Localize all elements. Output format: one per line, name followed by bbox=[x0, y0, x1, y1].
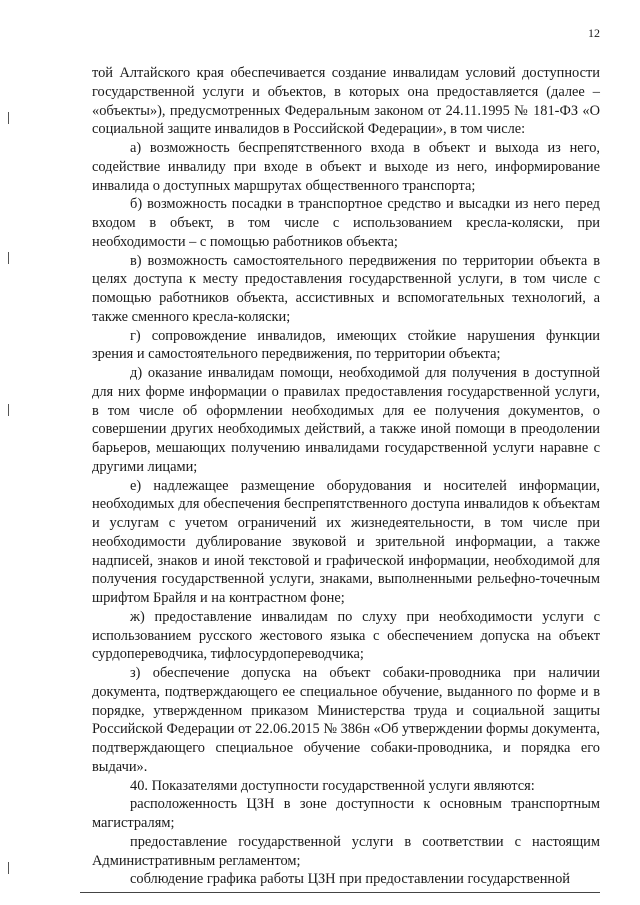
margin-binding-mark bbox=[8, 112, 9, 124]
paragraph-item-a: а) возможность беспрепятственного входа в объект и выхода из него, содействие инвалиду при входе в объект и выходе из него, информирование инвалида о доступных маршрутах общественного транспорта; bbox=[92, 140, 600, 194]
indicator-item: соблюдение графика работы ЦЗН при предоставлении государственной bbox=[130, 871, 571, 888]
indicator-item: предоставление государственной услуги в соответствии с настоящим Административным регламентом; bbox=[92, 833, 600, 869]
paragraph-item-zh: ж) предоставление инвалидам по слуху при необходимости услуги с использованием русского жестового языка с обеспечением допуска на объект сурдопереводчика, тифлосурдопереводчика; bbox=[92, 608, 600, 663]
paragraph-item-g: г) сопровождение инвалидов, имеющих стойкие нарушения функции зрения и самостоятельного передвижения, по территории объекта; bbox=[92, 327, 600, 363]
paragraph-item-v: в) возможность самостоятельного передвижения по территории объекта в целях доступа к месту предоставления государственной услуги, в том числе с помощью работников объекта, ассистивных и вспомогательных технологий, а также сменного кресла-коляски; bbox=[92, 252, 600, 325]
section-40-heading: 40. Показателями доступности государственной услуги являются: bbox=[130, 777, 535, 794]
margin-binding-mark bbox=[8, 862, 9, 874]
margin-binding-mark bbox=[8, 404, 9, 416]
paragraph-item-d: д) оказание инвалидам помощи, необходимой для получения в доступной для них форме информации о правилах предоставления государственной услуги, в том числе об оформлении необходимых для ее получения документов, о совершении других необходимых действий, а также иной помощи в преодолении барьеров, мешающих получению инвалидами государственной услуги наравне с другими лицами; bbox=[92, 365, 600, 475]
indicator-item: расположенность ЦЗН в зоне доступности к основным транспортным магистралям; bbox=[92, 796, 600, 831]
page-number: 12 bbox=[588, 26, 600, 40]
paragraph-continuation: той Алтайского края обеспечивается создание инвалидам условий доступности государственной услуги и объектов, в которых она предоставляется (далее – «объекты»), предусмотренных Федеральным законом от 24.11.1995 № 181-ФЗ «О социальной защите инвалидов в Российской Федерации», в том числе: bbox=[92, 65, 600, 138]
footer-divider bbox=[80, 892, 600, 893]
margin-binding-mark bbox=[8, 252, 9, 264]
paragraph-item-b: б) возможность посадки в транспортное средство и высадки из него перед входом в объект, в том числе с использованием кресла-коляски, при необходимости – с помощью работников объекта; bbox=[92, 196, 600, 250]
document-body bbox=[92, 64, 600, 889]
paragraph-item-z: з) обеспечение допуска на объект собаки-проводника при наличии документа, подтверждающего ее специальное обучение, выданного по форме и в порядке, утвержденном приказом Министерства труда и социальной защиты Российской Федерации от 22.06.2015 № 386н «Об утверждении формы документа, подтверждающего специальное обучение собаки-проводника, и порядка его выдачи». bbox=[92, 665, 600, 775]
paragraph-item-e: е) надлежащее размещение оборудования и носителей информации, необходимых для обеспечения беспрепятственного доступа инвалидов к объектам и услугам с учетом ограничений их жизнедеятельности, в том числе при необходимости дублирование звуковой и зрительной информации, а также надписей, знаков и иной текстовой и графической информации, необходимой для получения государственной услуги, знаками, выполненными рельефно-точечным шрифтом Брайля и на контрастном фоне; bbox=[92, 477, 600, 606]
